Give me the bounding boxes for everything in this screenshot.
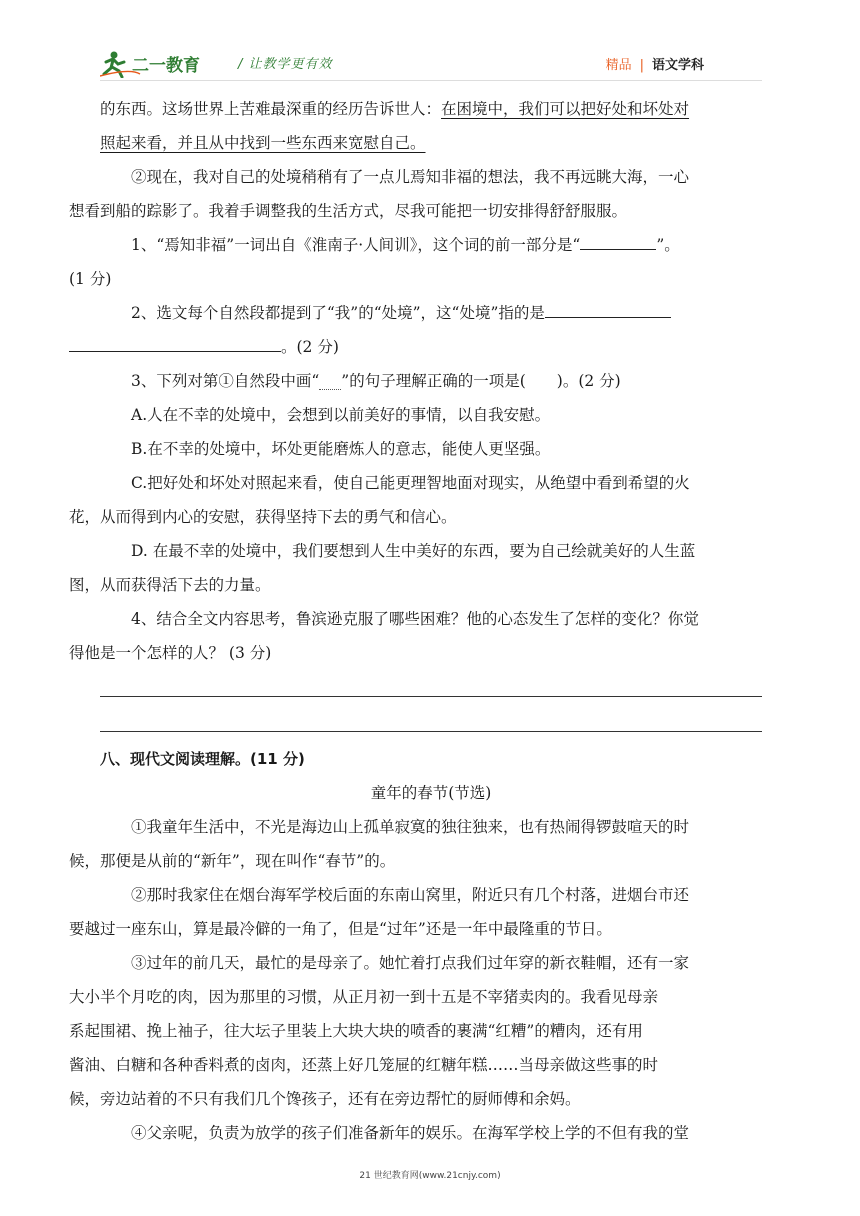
text-span: 花，从而得到内心的安慰，获得坚持下去的勇气和信心。 (69, 508, 457, 526)
passage-paragraph (100, 1116, 762, 1150)
option-b[interactable]: B.在不幸的处境中，坏处更能磨炼人的意志，能使人更坚强。 (131, 440, 551, 458)
svg-text:二一教育: 二一教育 (132, 56, 200, 76)
answer-blank[interactable] (545, 316, 671, 318)
text-span: 要越过一座东山，算是最冷僻的一角了，但是“过年”还是一年中最隆重的节日。 (69, 920, 612, 938)
quality-tag: 精品 (605, 58, 632, 73)
main-content (69, 92, 762, 1150)
option-a[interactable]: A.人在不幸的处境中，会想到以前美好的事情，以自我安慰。 (131, 406, 551, 424)
text-span: 候，旁边站着的不只有我们几个馋孩子，还有在旁边帮忙的厨师傅和余妈。 (69, 1090, 581, 1108)
text-span: 1、“焉知非福”一词出自《淮南子·人间训》，这个词的前一部分是“ (131, 236, 581, 254)
text-span: 酱油、白糖和各种香料煮的卤肉，还蒸上好几笼屉的红糖年糕……当母亲做这些事的时 (69, 1056, 659, 1074)
text-span: 3、下列对第①自然段中画“ (131, 372, 320, 390)
section-title: 八、现代文阅读理解。(11 分) (100, 750, 305, 768)
text-span: 4、结合全文内容思考，鲁滨逊克服了哪些困难？他的心态发生了怎样的变化？你觉 (131, 610, 699, 628)
text-span: D. 在最不幸的处境中，我们要想到人生中美好的东西，要为自己绘就美好的人生蓝 (131, 542, 696, 560)
subject-tag: 语文学科 (651, 58, 704, 73)
text-span: ③过年的前几天，最忙的是母亲了。她忙着打点我们过年穿的新衣鞋帽，还有一家 (131, 954, 690, 972)
passage-paragraph (69, 810, 762, 878)
text-span: ②现在，我对自己的处境稍稍有了一点儿焉知非福的想法，我不再远眺大海，一心 (131, 168, 690, 186)
text-span: 想看到船的踪影了。我着手调整我的生活方式，尽我可能把一切安排得舒舒服服。 (69, 202, 628, 220)
tag-divider: | (639, 58, 644, 73)
option-c[interactable] (69, 466, 762, 534)
runner-logo-icon (100, 50, 230, 78)
answer-blank[interactable] (580, 248, 656, 250)
answer-blank[interactable] (69, 350, 281, 352)
text-span: 图，从而获得活下去的力量。 (69, 576, 271, 594)
text-span: 2、选文每个自然段都提到了“我”的“处境”，这“处境”指的是 (131, 304, 545, 322)
passage-title: 童年的春节(节选) (370, 784, 492, 802)
text-span: ”的句子理解正确的一项是( )。(2 分) (341, 372, 621, 390)
passage-paragraph-1 (100, 92, 762, 160)
question-1 (69, 228, 762, 296)
dotted-underline-icon (319, 375, 341, 390)
slogan: / 让教学更有效 (238, 57, 333, 72)
text-span: 候，那便是从前的“新年”，现在叫作“春节”的。 (69, 852, 396, 870)
question-4 (69, 602, 762, 670)
text-span: ②那时我家住在烟台海军学校后面的东南山窝里，附近只有几个村落，进烟台市还 (131, 886, 690, 904)
text-span: 大小半个月吃的肉，因为那里的习惯，从正月初一到十五是不宰猪卖肉的。我看见母亲 (69, 988, 659, 1006)
question-3 (100, 364, 762, 398)
passage-paragraph-2 (69, 160, 762, 228)
text-span: 的东西。这场世界上苦难最深重的经历告诉世人： (100, 100, 442, 118)
text-span: ④父亲呢，负责为放学的孩子们准备新年的娱乐。在海军学校上学的不但有我的堂 (131, 1124, 690, 1142)
text-span: 得他是一个怎样的人？ (3 分) (69, 644, 272, 662)
score-label: (1 分) (69, 270, 112, 288)
header-divider (100, 80, 762, 81)
text-span: ①我童年生活中，不光是海边山上孤单寂寞的独往独来，也有热闹得锣鼓喧天的时 (131, 818, 690, 836)
underlined-sentence: 在困境中，我们可以把好处和坏处对 (441, 100, 690, 118)
passage-paragraph (69, 946, 762, 1116)
option-d[interactable] (69, 534, 762, 602)
passage-paragraph (69, 878, 762, 946)
logo (100, 50, 230, 78)
underlined-sentence: 照起来看，并且从中找到一些东西来宽慰自己。 (100, 134, 426, 152)
text-span: ”。 (656, 236, 680, 254)
page-header (100, 48, 762, 80)
page-footer: 21 世纪教育网(www.21cnjy.com) (359, 1171, 501, 1181)
text-span: 。(2 分) (281, 338, 339, 356)
text-span: 系起围裙、挽上袖子，往大坛子里装上大块大块的喷香的裹满“红糟”的糟肉，还有用 (69, 1022, 643, 1040)
question-2 (100, 296, 762, 364)
text-span: C.把好处和坏处对照起来看，使自己能更理智地面对现实，从绝望中看到希望的火 (131, 474, 690, 492)
subject-tags (606, 54, 704, 73)
